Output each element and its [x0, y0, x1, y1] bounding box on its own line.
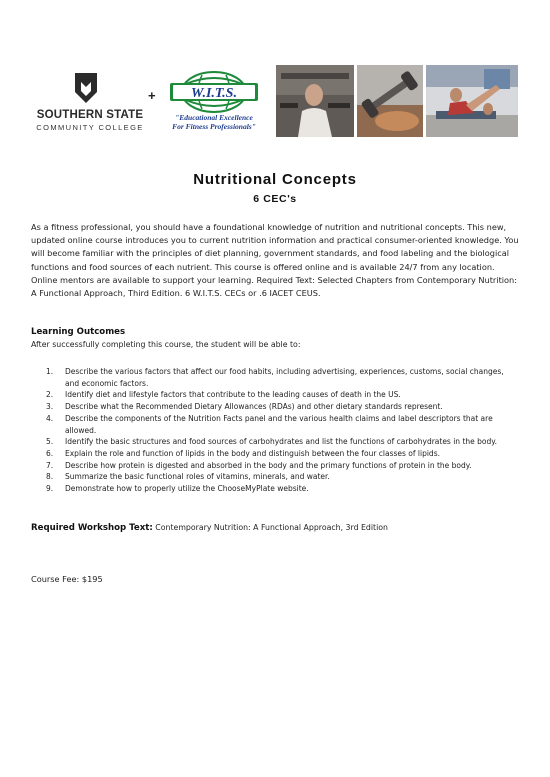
list-item — [46, 483, 516, 495]
photo-dumbbells — [357, 65, 423, 137]
southern-state-logo — [32, 72, 148, 138]
list-number: 1. — [46, 367, 54, 376]
list-text: Summarize the basic functional roles of vitamins, minerals, and water. — [65, 472, 330, 482]
list-number: 3. — [46, 402, 54, 412]
required-text-value: Contemporary Nutrition: A Functional Approach, 3rd Edition — [152, 523, 388, 532]
plus-sign: + — [148, 88, 156, 103]
wits-logo — [164, 70, 264, 134]
globe-icon — [164, 70, 264, 114]
wits-logo-text: W.I.T.S. — [191, 86, 237, 101]
learning-outcomes-heading: Learning Outcomes — [31, 327, 126, 337]
list-number: 5. — [46, 437, 54, 447]
cec-count: 6 CEC's — [253, 193, 297, 205]
required-text-label: Required Workshop Text: — [31, 523, 153, 533]
learning-outcomes-intro: After successfully completing this course, the student will be able to: — [31, 340, 301, 349]
photo-trainer-stretching — [426, 65, 518, 137]
wits-tagline-1: "Educational Excellence — [175, 113, 253, 122]
list-number: 9. — [46, 484, 54, 494]
college-subtitle: COMMUNITY COLLEGE — [36, 123, 144, 132]
list-number: 7. — [46, 460, 54, 470]
list-text: Describe the components of the Nutrition Facts panel and the various health claims and label descriptors that are allowed. — [65, 413, 493, 435]
photo-man-exercising — [276, 65, 354, 137]
required-workshop-text — [31, 523, 521, 533]
learning-outcomes-list — [46, 366, 516, 495]
list-item — [46, 389, 516, 401]
list-text: Identify the basic structures and food sources of carbohydrates and list the functions of carbohydrates in the body. — [65, 437, 498, 447]
course-description: As a fitness professional, you should have a foundational knowledge of nutrition and nutritional concepts. This new, updated online course introduces you to current nutrition information and practical consumer-oriented knowledge. You will become familiar with the principles of diet planning, government standards, and food labeling and the biological functions and food sources of each nutrient. This course is offered online and is available 24/7 from any location. Online mentors are available to support your learning. Required Text: Selected Chapters from Contemporary Nutrition: A Functional Approach, Third Edition. 6 W.I.T.S. CECs or .6 IACET CEUS. — [31, 222, 519, 299]
list-item — [46, 460, 516, 472]
list-item — [46, 366, 516, 389]
list-text: Explain the role and function of lipids in the body and distinguish between the four classes of lipids. — [65, 448, 440, 458]
list-text: Identify diet and lifestyle factors that contribute to the leading causes of death in the US. — [65, 390, 401, 400]
list-text: Describe how protein is digested and absorbed in the body and the primary functions of protein in the body. — [65, 460, 472, 470]
page-title: Nutritional Concepts — [193, 171, 357, 188]
list-number: 6. — [46, 448, 54, 458]
list-item — [46, 401, 516, 413]
list-number: 2. — [46, 390, 54, 400]
list-number: 8. — [46, 472, 54, 482]
list-text: Describe what the Recommended Dietary Allowances (RDAs) and other dietary standards represent. — [65, 402, 443, 412]
shield-icon — [73, 72, 99, 104]
list-number: 4. — [46, 413, 54, 423]
wits-tagline-2: For Fitness Professionals" — [172, 122, 256, 131]
list-item — [46, 471, 516, 483]
list-text: Describe the various factors that affect our food habits, including advertising, experiences, customs, social changes, and economic factors. — [65, 367, 504, 388]
list-text: Demonstrate how to properly utilize the ChooseMyPlate website. — [65, 484, 309, 494]
list-item — [46, 448, 516, 460]
list-item — [46, 413, 516, 436]
course-fee: Course Fee: $195 — [31, 574, 103, 584]
list-item — [46, 436, 516, 448]
college-name: SOUTHERN STATE — [36, 109, 144, 121]
